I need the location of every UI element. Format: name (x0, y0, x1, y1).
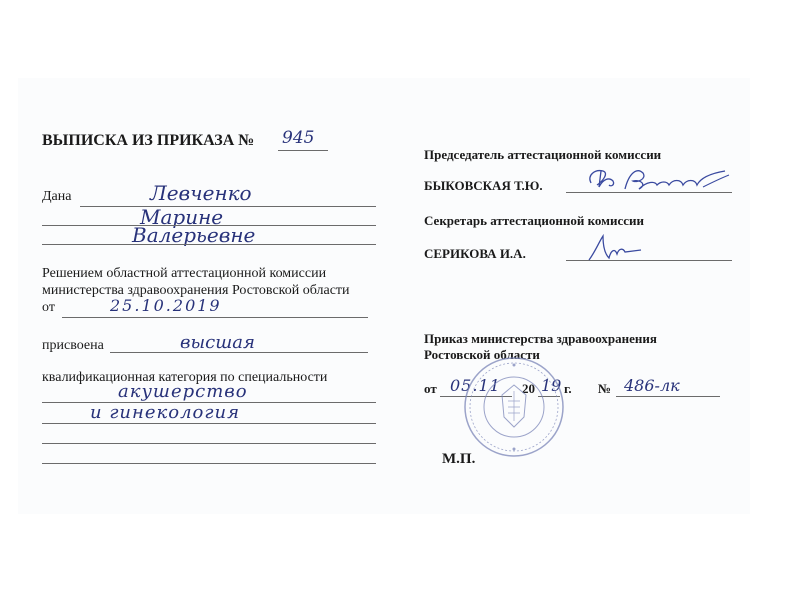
extract-title: ВЫПИСКА ИЗ ПРИКАЗА № (42, 132, 255, 149)
year-suffix-handwritten: 19 (541, 376, 562, 395)
surname-handwritten: Левченко (150, 181, 252, 205)
specialty-line-1-handwritten: акушерство (118, 381, 248, 402)
category-label: квалификационная категория по специальности (42, 370, 328, 385)
year-label: г. (564, 381, 572, 396)
category-line (110, 352, 368, 353)
order-number-handwritten: 945 (282, 128, 315, 148)
specialty-line-2 (42, 423, 376, 424)
category-handwritten: высшая (180, 332, 255, 353)
surname-line (80, 206, 376, 207)
decision-line-1: Решением областной аттестационной комиссии (42, 266, 327, 281)
first-name-handwritten: Марине (140, 205, 224, 229)
ministry-order-number-handwritten: 486-лк (624, 376, 680, 395)
given-label: Дана (42, 189, 72, 204)
seal-label: М.П. (442, 451, 476, 467)
ministry-order-number-line (616, 396, 720, 397)
year-prefix: 20 (522, 381, 535, 396)
secretary-title: Секретарь аттестационной комиссии (424, 213, 645, 228)
patronymic-line (42, 244, 376, 245)
chairman-name: БЫКОВСКАЯ Т.Ю. (424, 178, 543, 193)
ministry-from-label: от (424, 381, 437, 396)
decision-date-line (62, 317, 368, 318)
secretary-signature (585, 234, 645, 264)
specialty-line-3 (42, 443, 376, 444)
decision-from-label: от (42, 300, 55, 315)
specialty-line-2-handwritten: и гинекология (90, 402, 241, 423)
official-seal-icon (462, 355, 566, 459)
decision-line-2: министерства здравоохранения Ростовской области (42, 283, 350, 298)
patronymic-handwritten: Валерьевне (132, 223, 256, 247)
chairman-signature (585, 165, 735, 197)
ministry-order-line-2: Ростовской области (424, 347, 540, 362)
ministry-order-line-1: Приказ министерства здравоохранения (424, 331, 657, 346)
assigned-label: присвоена (42, 338, 104, 353)
order-number-line (278, 150, 328, 151)
ministry-date-handwritten: 05.11 (450, 376, 501, 395)
decision-date-handwritten: 25.10.2019 (110, 296, 222, 315)
specialty-line-4 (42, 463, 376, 464)
ministry-number-label: № (598, 381, 612, 396)
secretary-name: СЕРИКОВА И.А. (424, 246, 526, 261)
chairman-title: Председатель аттестационной комиссии (424, 147, 662, 162)
